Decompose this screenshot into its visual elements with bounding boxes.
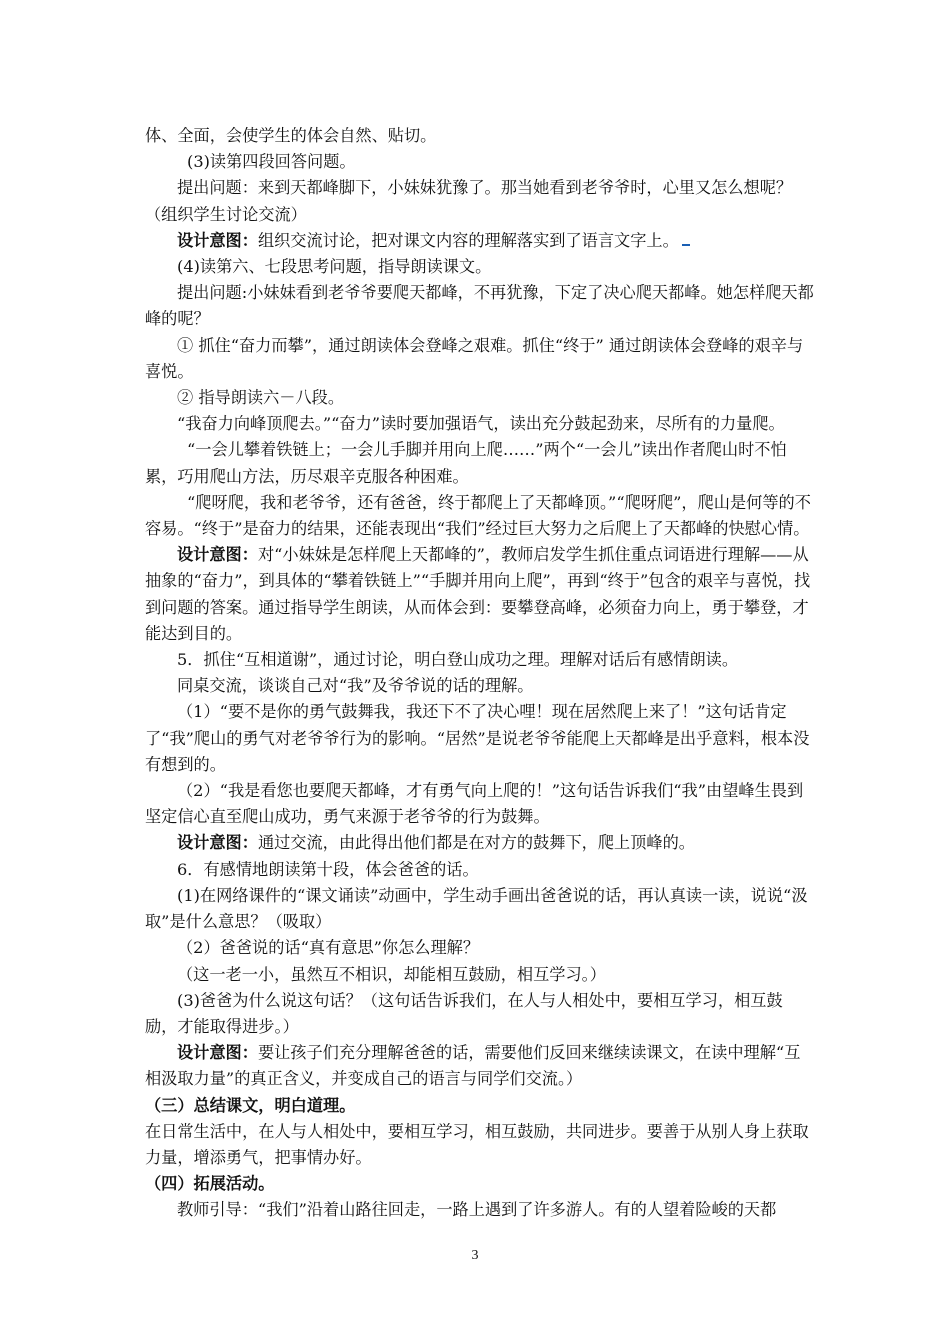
paragraph: ② 指导朗读六－八段。 (177, 388, 345, 408)
paragraph: (1)在网络课件的“课文诵读”动画中，学生动手画出爸爸说的话，再认真读一读，说说“汲取”是什么意思？（吸取） (145, 885, 808, 932)
paragraph: 5．抓住“互相道谢”，通过讨论，明白登山成功之理。理解对话后有感情朗读。 (177, 650, 739, 670)
paragraph: （2）爸爸说的话“真有意思”你怎么理解？ (177, 938, 480, 958)
paragraph: 教师引导：“我们”沿着山路往回走，一路上遇到了许多游人。有的人望着险峻的天都 (177, 1200, 777, 1220)
paragraph: (4)读第六、七段思考问题，指导朗读课文。 (177, 257, 492, 277)
paragraph: 提出问题：来到天都峰脚下，小妹妹犹豫了。那当她看到老爷爷时，心里又怎么想呢？（组织学生讨论交流） (145, 178, 793, 224)
design-intent-text: 组织交流讨论，把对课文内容的理解落实到了语言文字上。 (257, 230, 679, 250)
paragraph: “爬呀爬，我和老爷爷，还有爸爸，终于都爬上了天都峰顶。”“爬呀爬”，爬山是何等的不容易。“终于”是奋力的结果，还能表现出“我们”经过巨大努力之后爬上了天都峰的快慰心情。 (145, 492, 811, 539)
paragraph: “一会儿攀着铁链上；一会儿手脚并用向上爬……”两个“一会儿”读出作者爬山时不怕累，巧用爬山方法，历尽艰辛克服各种困难。 (145, 440, 787, 486)
design-intent-paragraph (145, 830, 815, 856)
paragraph: ① 抓住“奋力而攀”，通过朗读体会登峰之艰难。抓住“终于” 通过朗读体会登峰的艰辛与喜悦。 (145, 335, 804, 381)
section-heading: （四）拓展活动。 (145, 1174, 275, 1194)
design-intent-paragraph (145, 1040, 815, 1092)
paragraph: （这一老一小，虽然互不相识，却能相互鼓励，相互学习。） (177, 964, 606, 984)
page-number: 3 (471, 1248, 479, 1263)
design-intent-text: 要让孩子们充分理解爸爸的话，需要他们反回来继续读课文，在读中理解“互相汲取力量”的真正含义，并变成自己的语言与同学们交流。） (145, 1043, 801, 1089)
text-cursor (682, 230, 690, 246)
paragraph: (3)读第四段回答问题。 (187, 152, 356, 172)
paragraph: (3)爸爸为什么说这句话？（这句话告诉我们，在人与人相处中，要相互学习，相互鼓励，才能取得进步。） (145, 990, 783, 1036)
design-intent-label: 设计意图： (177, 1043, 258, 1063)
paragraph: （2）“我是看您也要爬天都峰，才有勇气向上爬的！”这句话告诉我们“我”由望峰生畏到坚定信心直至爬山成功，勇气来源于老爷爷的行为鼓舞。 (145, 781, 804, 827)
paragraph: 在日常生活中，在人与人相处中，要相互学习，相互鼓励，共同进步。要善于从别人身上获取力量，增添勇气，把事情办好。 (145, 1121, 809, 1167)
paragraph: 体、全面，会使学生的体会自然、贴切。 (145, 126, 437, 145)
paragraph: 6．有感情地朗读第十段，体会爸爸的话。 (177, 859, 479, 879)
design-intent-paragraph (145, 228, 815, 254)
design-intent-label: 设计意图： (177, 545, 258, 565)
paragraph: （1）“要不是你的勇气鼓舞我，我还下不了决心哩！现在居然爬上来了！”这句话肯定了“我”爬山的勇气对老爷爷行为的影响。“居然”是说老爷爷能爬上天都峰是出乎意料，根本没有想到的。 (145, 702, 810, 774)
design-intent-label: 设计意图： (177, 230, 258, 250)
paragraph: 同桌交流，谈谈自己对“我”及爷爷说的话的理解。 (177, 676, 534, 696)
section-heading: （三）总结课文，明白道理。 (145, 1095, 356, 1115)
design-intent-paragraph (145, 542, 815, 647)
paragraph: 提出问题:小妹妹看到老爷爷要爬天都峰，不再犹豫，下定了决心爬天都峰。她怎样爬天都峰的呢？ (145, 283, 814, 329)
paragraph: “我奋力向峰顶爬去。”“奋力”读时要加强语气，读出充分鼓起劲来，尽所有的力量爬。 (177, 414, 785, 434)
design-intent-label: 设计意图： (177, 833, 258, 853)
design-intent-text: 通过交流，由此得出他们都是在对方的鼓舞下，爬上顶峰的。 (257, 833, 695, 853)
page-body (145, 123, 815, 1224)
design-intent-text: 对“小妹妹是怎样爬上天都峰的”，教师启发学生抓住重点词语进行理解——从抽象的“奋力”，到具体的“攀着铁链上”“手脚并用向上爬”，再到“终于”包含的艰辛与喜悦，找到问题的答案。通过指导学生朗读，从而体会到：要攀登高峰，必须奋力向上，勇于攀登，才能达到目的。 (145, 545, 811, 643)
